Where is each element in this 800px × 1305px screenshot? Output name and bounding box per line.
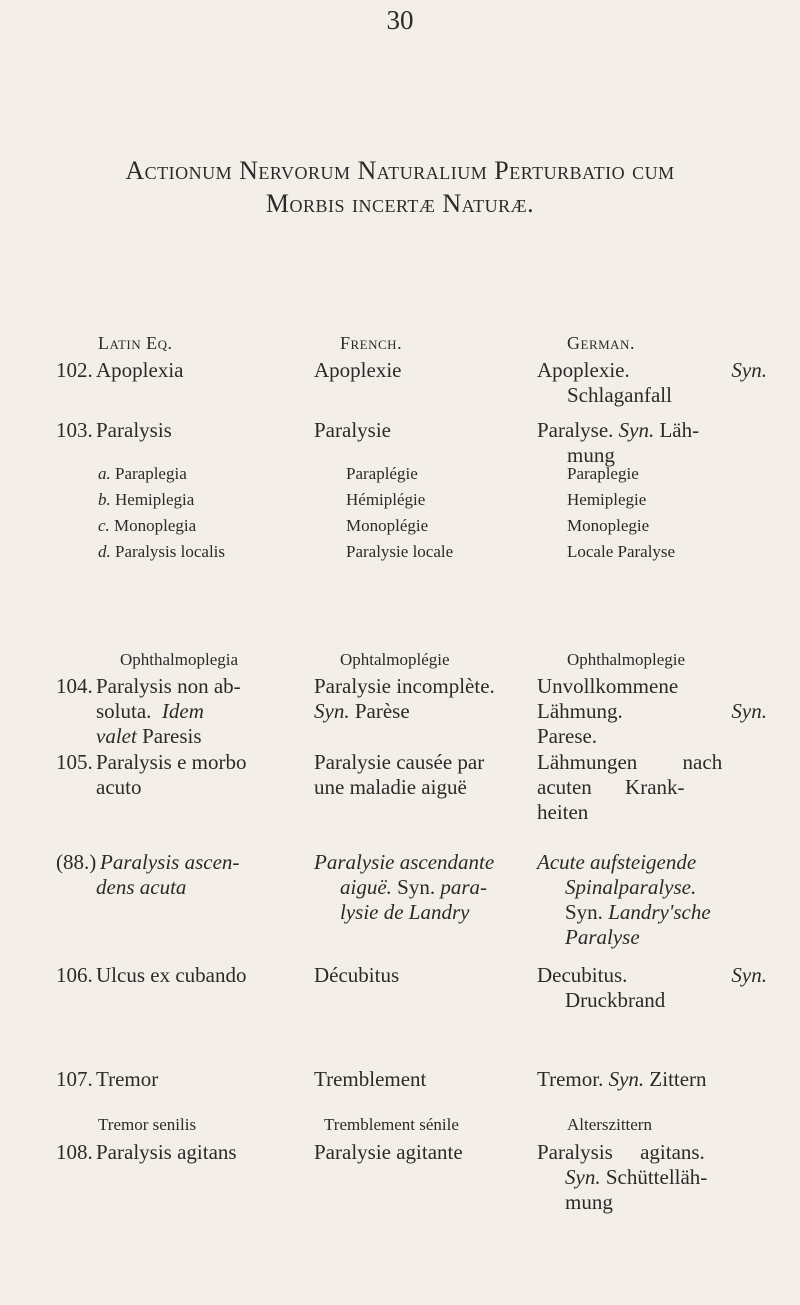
sub-c-french: Monoplégie — [346, 516, 429, 535]
german-synonym: Parese. — [537, 724, 598, 748]
german-term: Paralysis agitans. — [537, 1140, 705, 1164]
entry-108-german — [537, 1140, 767, 1215]
french-line: Paralysie incomplète. — [314, 674, 495, 698]
entry-104-german — [537, 674, 767, 749]
german-synonym: Schlaganfall — [567, 383, 672, 407]
sub-letter: a. — [98, 464, 111, 483]
sub-b-german: Hemiplegie — [567, 490, 647, 509]
entry-102-german — [537, 358, 767, 408]
french-italic: Paralysie ascendante — [314, 850, 495, 874]
latin-line: Paresis — [142, 724, 202, 748]
french-italic: lysie de Landry — [340, 900, 470, 924]
tremor-senilis-german: Alterszittern — [567, 1115, 652, 1134]
syn-label: Syn. — [565, 1165, 601, 1189]
entry-106-french: Décubitus — [314, 963, 400, 987]
ophthalmoplegia-latin: Ophthalmoplegia — [120, 650, 239, 669]
entry-88-german — [537, 850, 767, 950]
sub-letter: d. — [98, 542, 111, 561]
page-number: 30 — [386, 5, 414, 35]
latin-term: Monoplegia — [114, 516, 197, 535]
german-term: Apoplexie. — [537, 358, 630, 382]
french-column-header: French. — [340, 333, 403, 353]
entry-105-french — [314, 750, 524, 800]
sub-d-german: Locale Paralyse — [567, 542, 676, 561]
syn-label: Syn. — [618, 418, 655, 442]
german-synonym-cont: mung — [567, 443, 615, 467]
latin-term: Hemiplegia — [115, 490, 195, 509]
latin-term: Ulcus ex cubando — [96, 963, 247, 987]
entry-88-french — [314, 850, 524, 925]
latin-term: Paraplegia — [115, 464, 187, 483]
sub-a-german: Paraplegie — [567, 464, 639, 483]
german-italic: Paralyse — [565, 925, 640, 949]
entry-105-latin — [56, 750, 256, 800]
tremor-senilis-french: Tremblement sénile — [324, 1115, 459, 1134]
entry-number: 104. — [56, 674, 93, 698]
french-italic: para- — [440, 875, 488, 899]
latin-line: Paralysis non ab- — [96, 674, 241, 698]
ophthalmoplegia-german: Ophthalmoplegie — [567, 650, 686, 669]
german-synonym: Zittern — [649, 1067, 707, 1091]
sub-c-german: Monoplegie — [567, 516, 650, 535]
german-line: acuten Krank- — [537, 775, 685, 799]
entry-104-latin — [56, 674, 256, 749]
entry-102-french: Apoplexie — [314, 358, 402, 382]
german-column-header: German. — [567, 333, 635, 353]
french-line: une maladie aiguë — [314, 775, 467, 799]
german-line: Unvollkommene — [537, 674, 679, 698]
entry-number: 106. — [56, 963, 93, 987]
german-synonym: Läh- — [659, 418, 700, 442]
entry-104-french — [314, 674, 524, 724]
german-term: Paralyse. — [537, 418, 614, 442]
german-synonym-cont: mung — [565, 1190, 613, 1214]
syn-label: Syn. — [731, 963, 767, 987]
french-line: Paralysie causée par — [314, 750, 485, 774]
german-line: Lähmung. — [537, 699, 623, 723]
sub-d-latin — [98, 541, 298, 563]
german-italic: Landry'sche — [608, 900, 711, 924]
entry-number: (88.) — [56, 850, 97, 874]
entry-number: 102. — [56, 358, 93, 382]
ophthalmoplegia-french: Ophtalmoplégie — [340, 650, 450, 669]
entry-number: 107. — [56, 1067, 93, 1091]
syn-label: Syn. — [565, 900, 603, 924]
entry-number: 105. — [56, 750, 93, 774]
heading-line-2: Morbis incertæ Naturæ. — [265, 189, 535, 218]
entry-108-french: Paralysie agitante — [314, 1140, 463, 1164]
latin-line: soluta. — [96, 699, 152, 723]
entry-107-french: Tremblement — [314, 1067, 427, 1091]
german-term: Decubitus. — [537, 963, 628, 987]
german-line: Lähmungen nach — [537, 750, 723, 774]
german-italic: Spinalparalyse. — [565, 875, 697, 899]
entry-108-latin — [56, 1140, 256, 1165]
latin-italic: valet — [96, 724, 137, 748]
entry-number: 103. — [56, 418, 93, 442]
latin-italic: Idem — [161, 699, 204, 723]
entry-105-german — [537, 750, 767, 825]
latin-term: Paralysis — [96, 418, 172, 442]
german-line: heiten — [537, 800, 589, 824]
latin-term: Paralysis localis — [115, 542, 226, 561]
german-synonym: Schüttelläh- — [605, 1165, 708, 1189]
sub-c-latin — [98, 515, 298, 537]
sub-d-french: Paralysie locale — [346, 542, 454, 561]
sub-b-french: Hémiplégie — [346, 490, 426, 509]
entry-106-german — [537, 963, 767, 1013]
latin-term: Tremor — [96, 1067, 159, 1091]
sub-letter: b. — [98, 490, 111, 509]
entry-103-latin — [56, 418, 256, 443]
entry-106-latin — [56, 963, 256, 988]
german-term: Tremor. — [537, 1067, 604, 1091]
german-italic: Acute aufsteigende — [537, 850, 697, 874]
syn-label: Syn. — [731, 699, 767, 723]
latin-italic: Paralysis ascen- — [100, 850, 240, 874]
latin-italic: dens acuta — [96, 875, 187, 899]
heading-line-1: Actionum Nervorum Naturalium Perturbatio cum — [125, 156, 675, 185]
syn-label: Syn. — [731, 358, 767, 382]
german-synonym: Druckbrand — [565, 988, 666, 1012]
french-italic: aiguë. — [340, 875, 392, 899]
tremor-senilis-latin: Tremor senilis — [98, 1115, 197, 1134]
entry-102-latin — [56, 358, 256, 383]
entry-107-latin — [56, 1067, 256, 1092]
sub-a-french: Paraplégie — [346, 464, 418, 483]
entry-number: 108. — [56, 1140, 93, 1164]
latin-term: Apoplexia — [96, 358, 184, 382]
syn-label: Syn. — [314, 699, 350, 723]
entry-107-german — [537, 1067, 767, 1092]
french-synonym: Parèse — [354, 699, 410, 723]
latin-column-header: Latin Eq. — [98, 333, 173, 353]
sub-letter: c. — [98, 516, 110, 535]
entry-103-german — [537, 418, 767, 468]
sub-b-latin — [98, 489, 298, 511]
latin-line: Paralysis e morbo — [96, 750, 247, 774]
entry-103-french: Paralysie — [314, 418, 391, 442]
latin-line: acuto — [96, 775, 142, 799]
syn-label: Syn. — [608, 1067, 645, 1091]
entry-88-latin — [56, 850, 256, 900]
latin-term: Paralysis agitans — [96, 1140, 237, 1164]
syn-label: Syn. — [397, 875, 436, 899]
sub-a-latin — [98, 463, 298, 485]
